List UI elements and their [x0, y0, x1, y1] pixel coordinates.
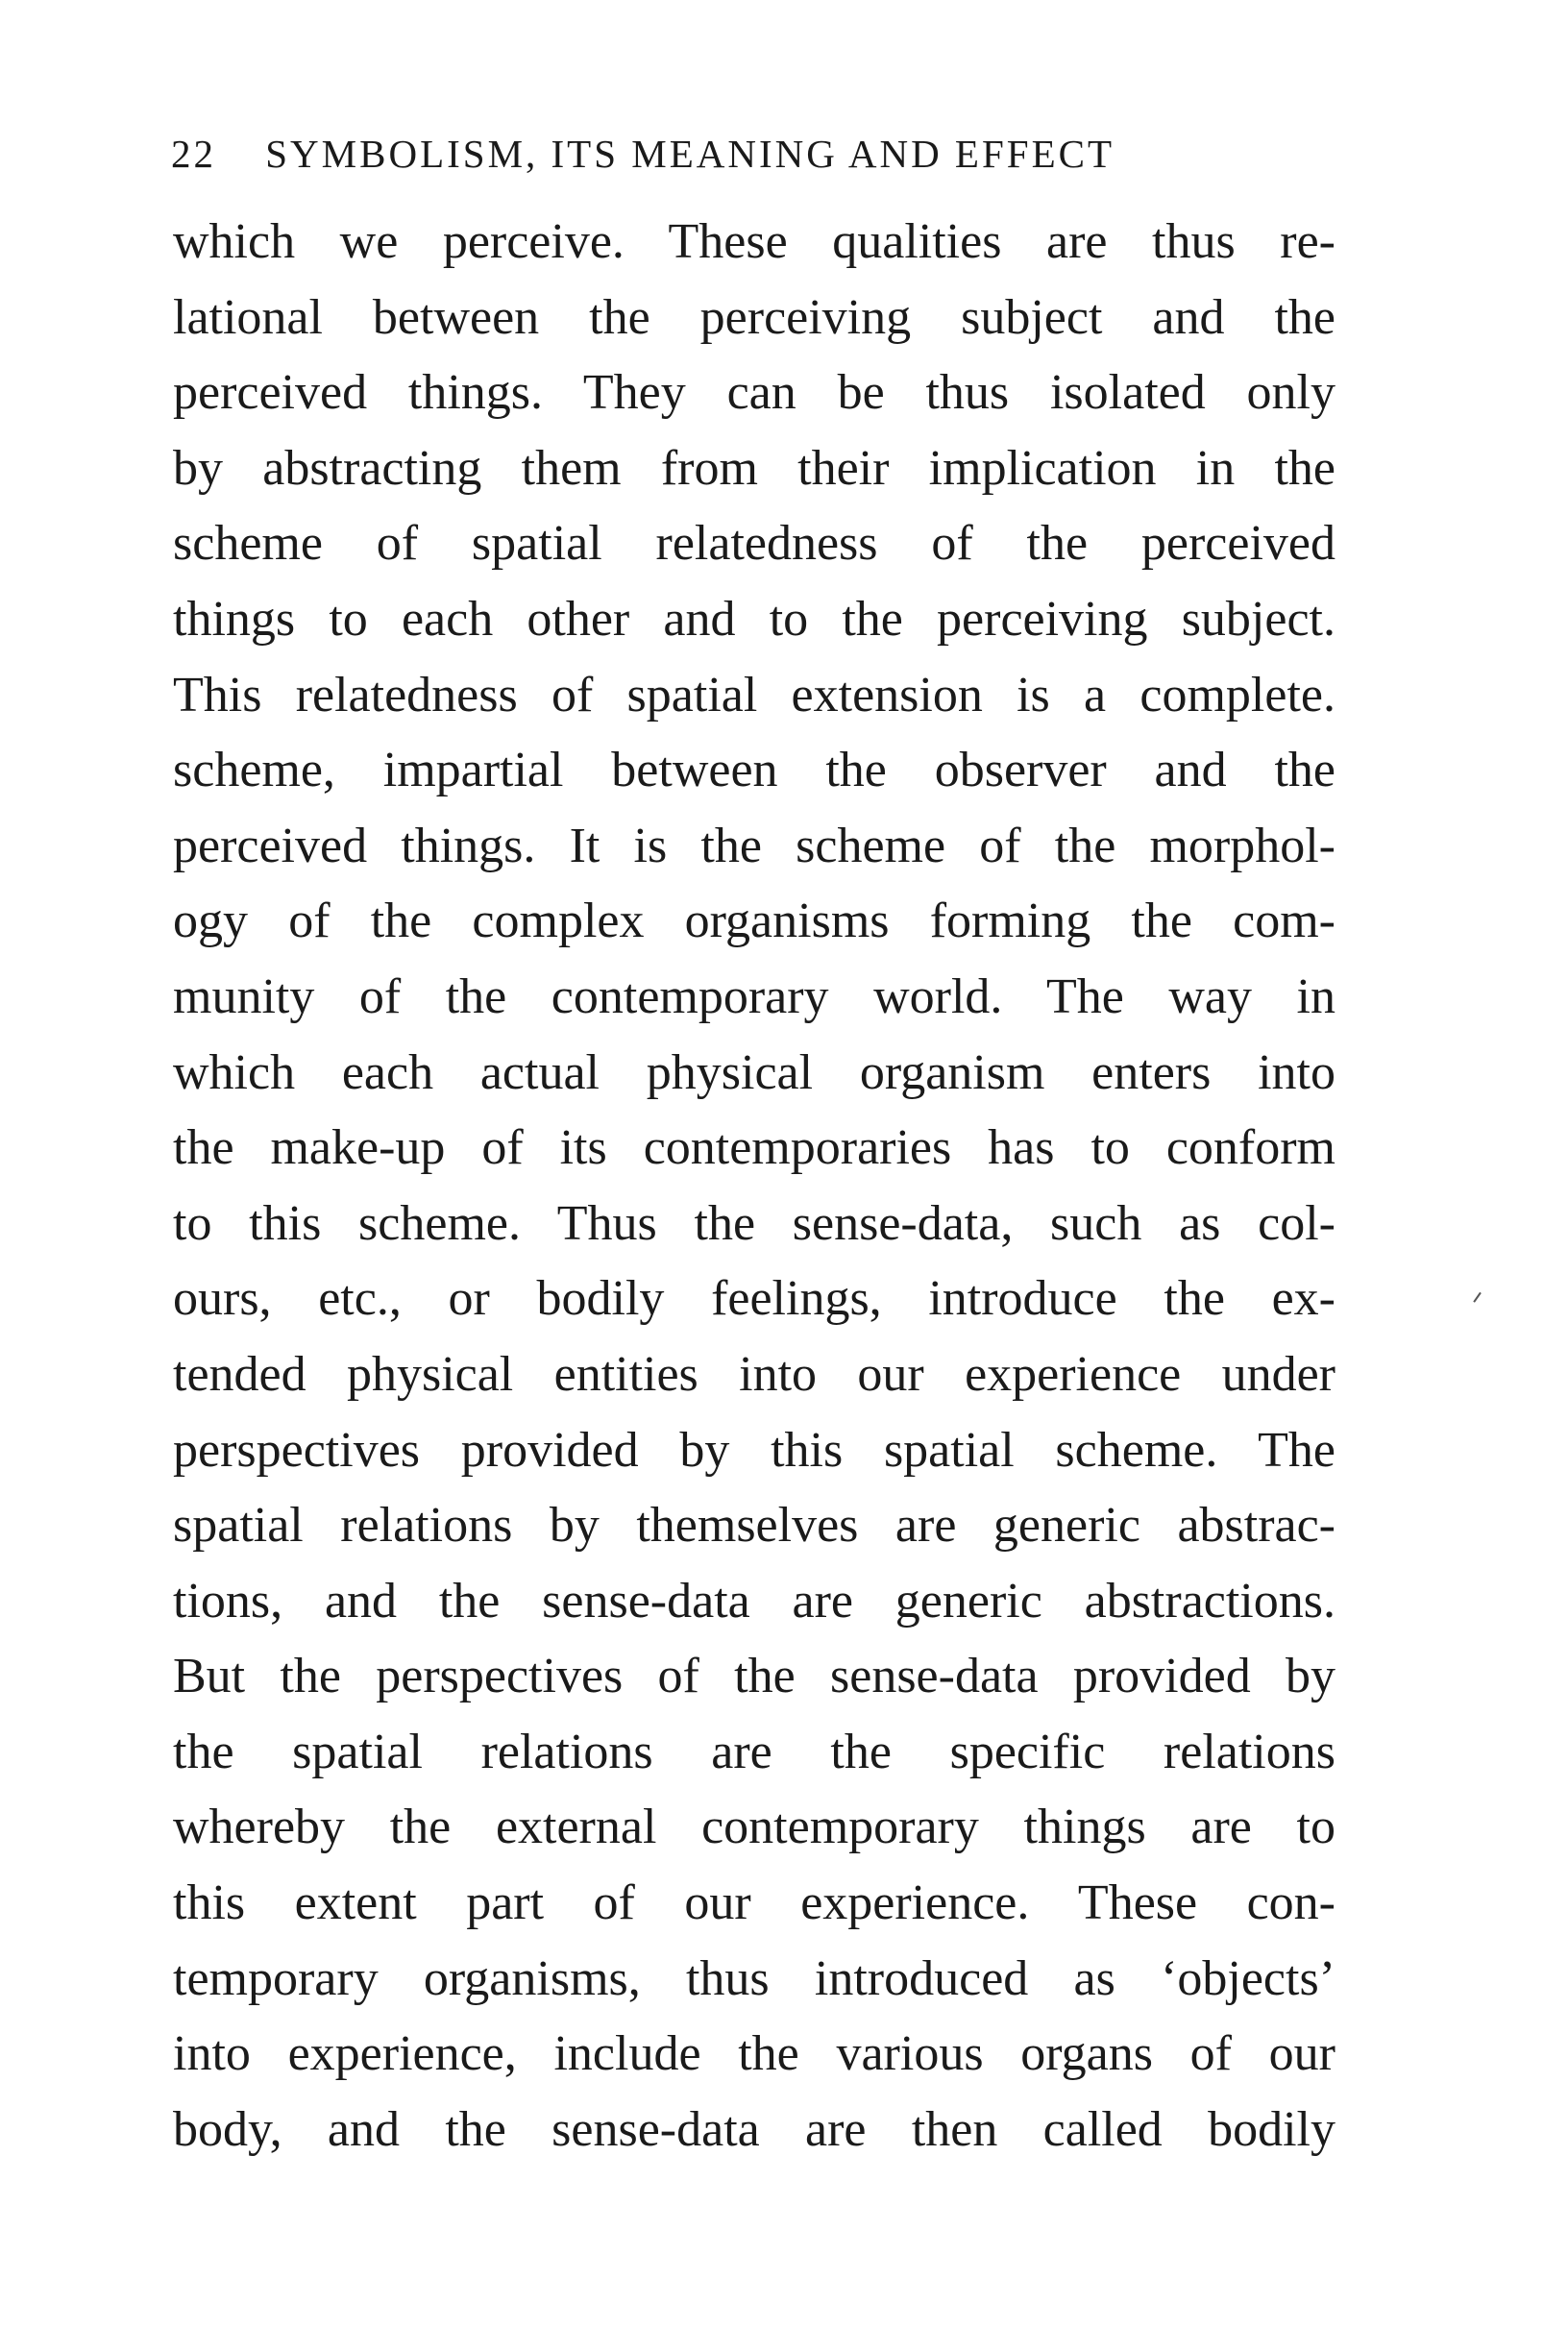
text-line: scheme, impartial between the observer and the	[173, 743, 1335, 798]
text-line: to this scheme. Thus the sense-data, such as col-	[173, 1195, 1335, 1251]
text-line: perspectives provided by this spatial scheme. The	[173, 1422, 1335, 1478]
text-line: perceived things. It is the scheme of the morphol-	[173, 818, 1335, 873]
page-number: 22	[171, 132, 216, 176]
text-line: which we perceive. These qualities are thus re-	[173, 214, 1335, 269]
text-line: by abstracting them from their implication in the	[173, 440, 1335, 496]
text-line: spatial relations by themselves are generic abstrac-	[173, 1498, 1335, 1554]
ink-speck	[1473, 1292, 1485, 1306]
running-head	[171, 125, 1343, 183]
text-line: body, and the sense-data are then called bodily	[173, 2101, 1335, 2157]
text-line: But the perspectives of the sense-data provided by	[173, 1649, 1335, 1704]
text-line: perceived things. They can be thus isolated only	[173, 365, 1335, 421]
text-line: munity of the contemporary world. The way in	[173, 968, 1335, 1024]
text-line: ogy of the complex organisms forming the com-	[173, 894, 1335, 949]
text-line: into experience, include the various organs of our	[173, 2026, 1335, 2082]
text-line: this extent part of our experience. These con-	[173, 1875, 1335, 1931]
text-line: the make-up of its contemporaries has to conform	[173, 1120, 1335, 1176]
text-line: tended physical entities into our experience under	[173, 1346, 1335, 1402]
text-line: tions, and the sense-data are generic abstractions.	[173, 1573, 1335, 1629]
running-title: SYMBOLISM, ITS MEANING AND EFFECT	[265, 132, 1115, 176]
text-line: This relatedness of spatial extension is a complete.	[173, 667, 1335, 723]
text-line: things to each other and to the perceiving subject.	[173, 591, 1335, 647]
text-line: temporary organisms, thus introduced as ‘objects’	[173, 1950, 1335, 2006]
text-line: ours, etc., or bodily feelings, introduce the ex-	[173, 1271, 1335, 1327]
text-line: lational between the perceiving subject and the	[173, 289, 1335, 345]
text-line: scheme of spatial relatedness of the perceived	[173, 516, 1335, 572]
text-line: whereby the external contemporary things are to	[173, 1800, 1335, 1855]
text-line: the spatial relations are the specific relations	[173, 1724, 1335, 1779]
text-line: which each actual physical organism enters into	[173, 1044, 1335, 1100]
body-text	[173, 205, 1335, 2168]
